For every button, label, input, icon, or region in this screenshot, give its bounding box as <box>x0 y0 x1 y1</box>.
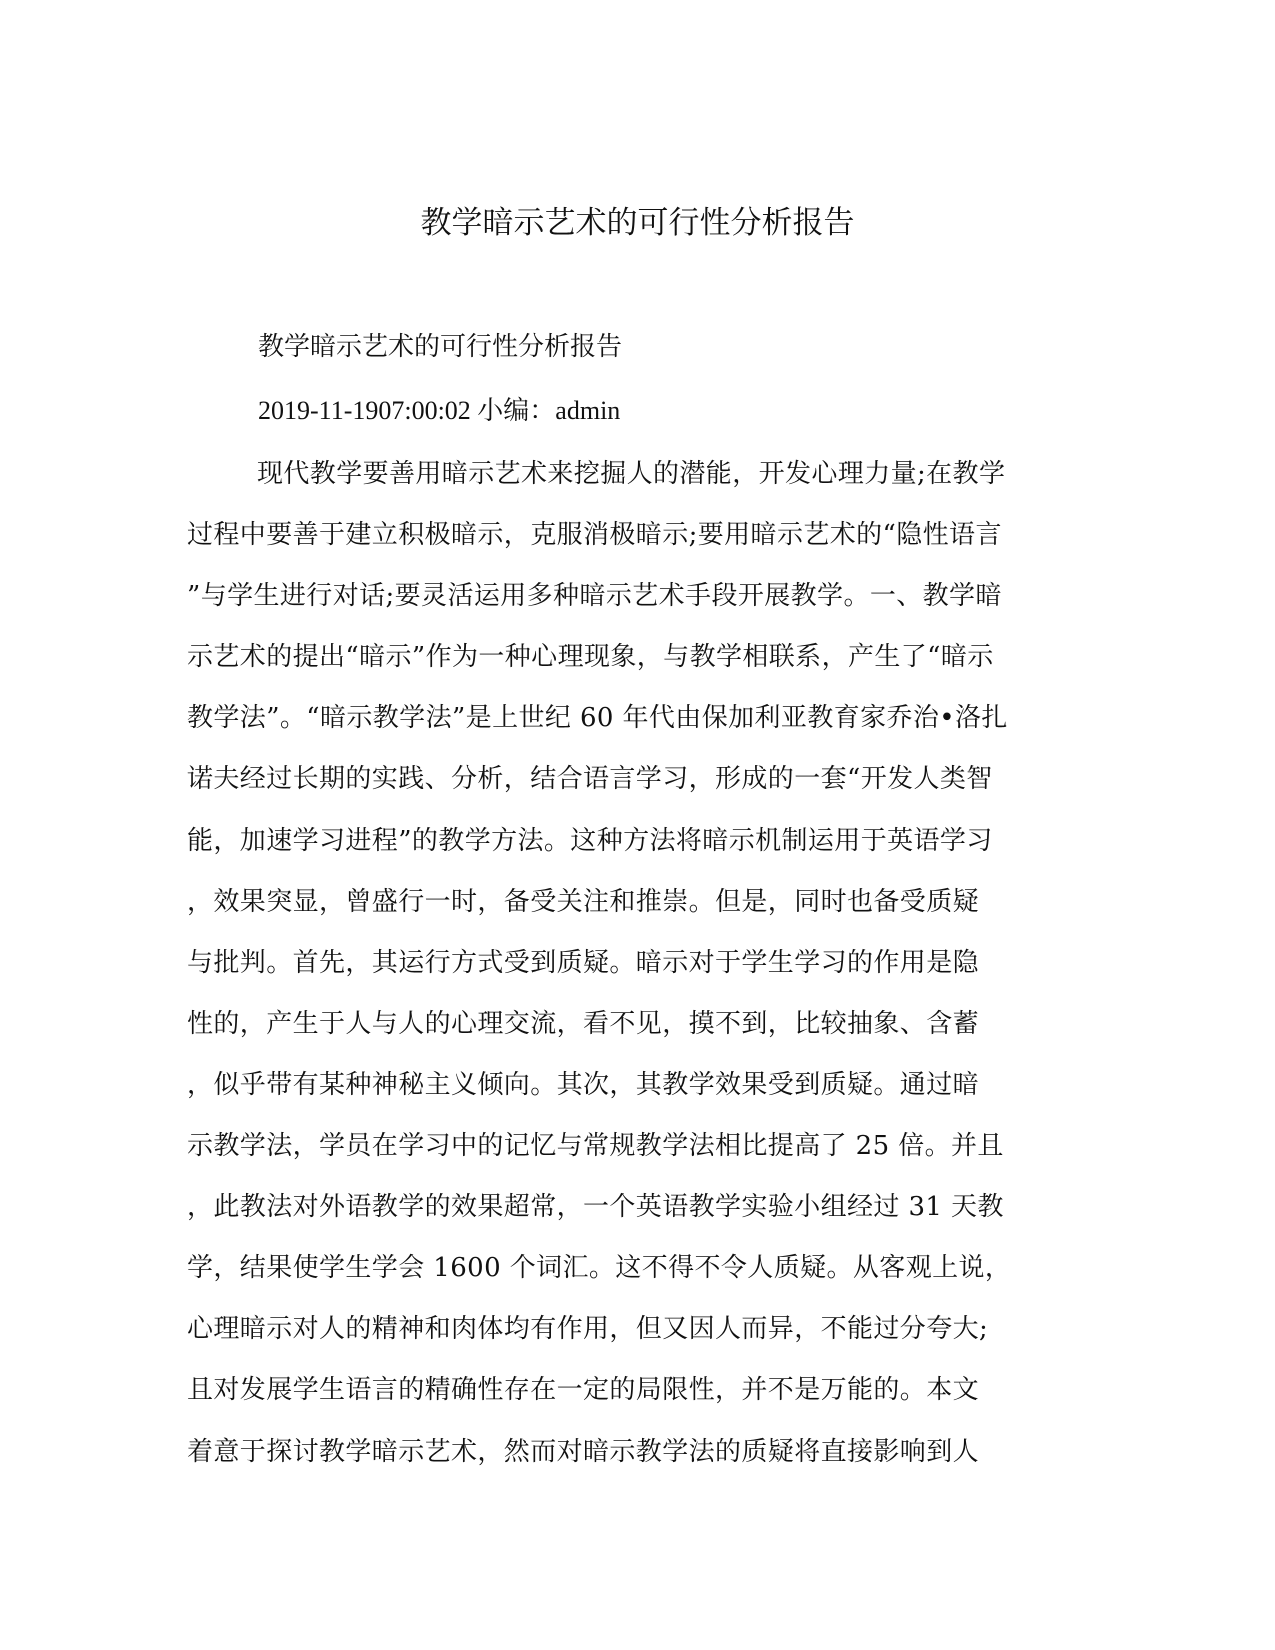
document-title: 教学暗示艺术的可行性分析报告 <box>420 205 855 241</box>
body-text <box>187 454 1067 1493</box>
body-line: 教学法”。“暗示教学法”是上世纪 60 年代由保加利亚教育家乔治•洛扎 <box>187 703 1008 734</box>
body-line: 示艺术的提出“暗示”作为一种心理现象，与教学相联系，产生了“暗示 <box>187 642 994 673</box>
body-line: ，效果突显，曾盛行一时，备受关注和推崇。但是，同时也备受质疑 <box>187 886 980 917</box>
body-line: 着意于探讨教学暗示艺术，然而对暗示教学法的质疑将直接影响到人 <box>187 1436 980 1467</box>
body-line: 且对发展学生语言的精确性存在一定的局限性，并不是万能的。本文 <box>187 1375 980 1406</box>
body-line: 示教学法，学员在学习中的记忆与常规教学法相比提高了 25 倍。并且 <box>187 1131 1004 1162</box>
article-heading: 教学暗示艺术的可行性分析报告 <box>258 332 623 362</box>
body-line: 学，结果使学生学会 1600 个词汇。这不得不令人质疑。从客观上说， <box>187 1253 1012 1284</box>
body-line: 现代教学要善用暗示艺术来挖掘人的潜能，开发心理力量;在教学 <box>257 459 1006 489</box>
body-line: 与批判。首先，其运行方式受到质疑。暗示对于学生学习的作用是隐 <box>187 947 980 978</box>
body-line: 过程中要善于建立积极暗示，克服消极暗示;要用暗示艺术的“隐性语言 <box>187 520 1002 551</box>
body-line: 性的，产生于人与人的心理交流，看不见，摸不到，比较抽象、含蓄 <box>187 1008 980 1039</box>
body-line: ，似乎带有某种神秘主义倾向。其次，其教学效果受到质疑。通过暗 <box>187 1069 980 1100</box>
body-line: ，此教法对外语教学的效果超常，一个英语教学实验小组经过 31 天教 <box>187 1192 1004 1223</box>
body-line: 心理暗示对人的精神和肉体均有作用，但又因人而异，不能过分夸大; <box>187 1314 989 1345</box>
body-line: ”与学生进行对话;要灵活运用多种暗示艺术手段开展教学。一、教学暗 <box>187 581 1002 612</box>
body-line: 能，加速学习进程”的教学方法。这种方法将暗示机制运用于英语学习 <box>187 825 993 856</box>
article-meta: 2019-11-1907:00:02 小编：admin <box>258 396 621 425</box>
body-line: 诺夫经过长期的实践、分析，结合语言学习，形成的一套“开发人类智 <box>187 764 993 795</box>
